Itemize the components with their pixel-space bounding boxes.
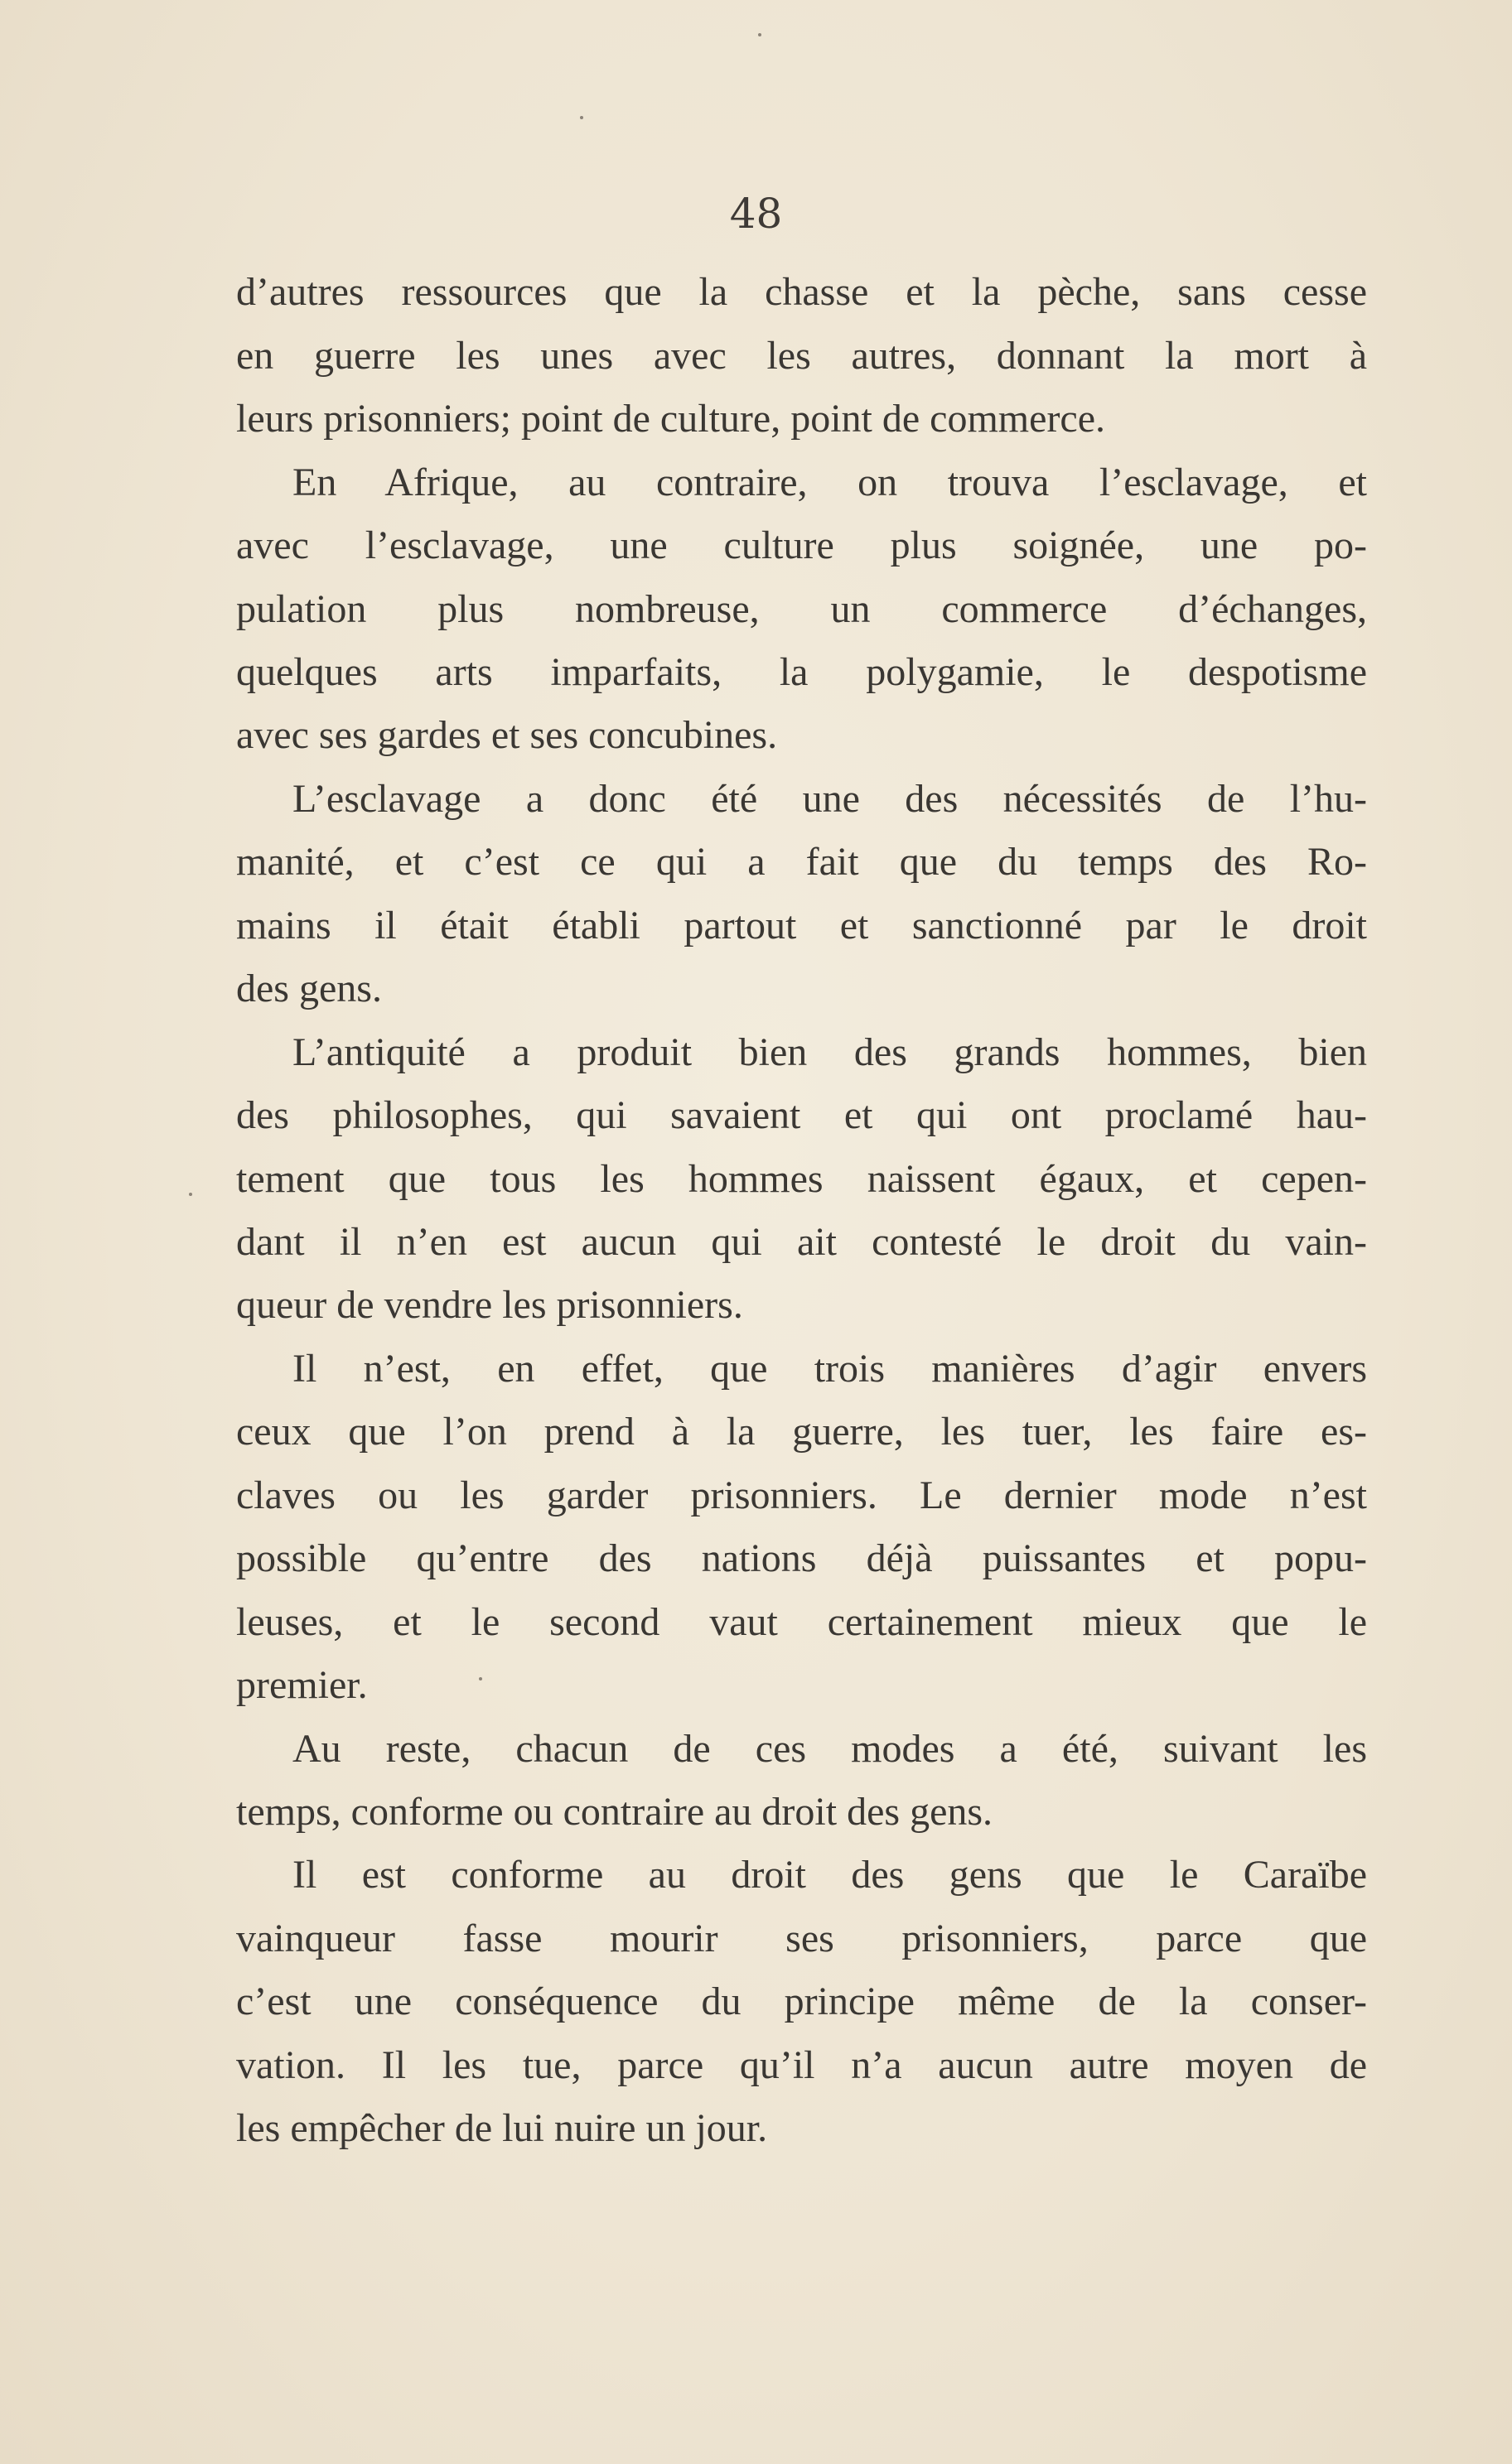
text-line-1: d’autres ressources que la chasse et la pèche, sans cesse [236,270,1367,314]
text-line-30: les empêcher de lui nuire un jour. [236,2106,768,2150]
text-line-18: Il n’est, en effet, que trois manières d’agir envers [292,1347,1367,1391]
text-line-24: Au reste, chacun de ces modes a été, suivant les [292,1727,1367,1771]
text-line-27: vainqueur fasse mourir ses prisonniers, parce que [236,1917,1367,1960]
text-line-9: L’esclavage a donc été une des nécessités de l’hu- [292,777,1367,821]
text-line-3: leurs prisonniers; point de culture, point de commerce. [236,397,1106,441]
text-line-23: premier. [236,1663,368,1707]
text-line-4: En Afrique, au contraire, on trouva l’esclavage, et [292,460,1367,504]
text-line-13: L’antiquité a produit bien des grands hommes, bien [292,1030,1367,1074]
text-line-12: des gens. [236,967,382,1010]
text-line-8: avec ses gardes et ses concubines. [236,713,778,757]
page-number: 48 [729,190,783,238]
text-line-5: avec l’esclavage, une culture plus soignée, une po- [236,523,1367,567]
paper-speck [580,116,583,119]
paper-speck [189,1193,192,1196]
text-line-29: vation. Il les tue, parce qu’il n’a aucun autre moyen de [236,2043,1367,2087]
text-line-11: mains il était établi partout et sanctionné par le droit [236,904,1367,948]
text-line-14: des philosophes, qui savaient et qui ont proclamé hau- [236,1093,1367,1137]
text-line-15: tement que tous les hommes naissent égaux, et cepen- [236,1157,1367,1201]
text-line-22: leuses, et le second vaut certainement mieux que le [236,1600,1367,1644]
text-line-17: queur de vendre les prisonniers. [236,1283,743,1327]
text-line-25: temps, conforme ou contraire au droit des gens. [236,1790,993,1834]
text-line-7: quelques arts imparfaits, la polygamie, le despotisme [236,650,1367,694]
text-line-20: claves ou les garder prisonniers. Le dernier mode n’est [236,1473,1367,1517]
text-line-16: dant il n’en est aucun qui ait contesté le droit du vain- [236,1220,1367,1264]
paper-speck [479,1677,482,1680]
text-line-19: ceux que l’on prend à la guerre, les tuer, les faire es- [236,1410,1367,1454]
text-line-21: possible qu’entre des nations déjà puissantes et popu- [236,1536,1367,1580]
text-line-2: en guerre les unes avec les autres, donnant la mort à [236,334,1367,378]
text-line-10: manité, et c’est ce qui a fait que du temps des Ro- [236,840,1367,884]
text-line-28: c’est une conséquence du principe même de la conser- [236,1979,1367,2023]
paper-speck [758,33,761,36]
text-line-6: pulation plus nombreuse, un commerce d’échanges, [236,587,1367,631]
text-line-26: Il est conforme au droit des gens que le Caraïbe [292,1853,1367,1897]
